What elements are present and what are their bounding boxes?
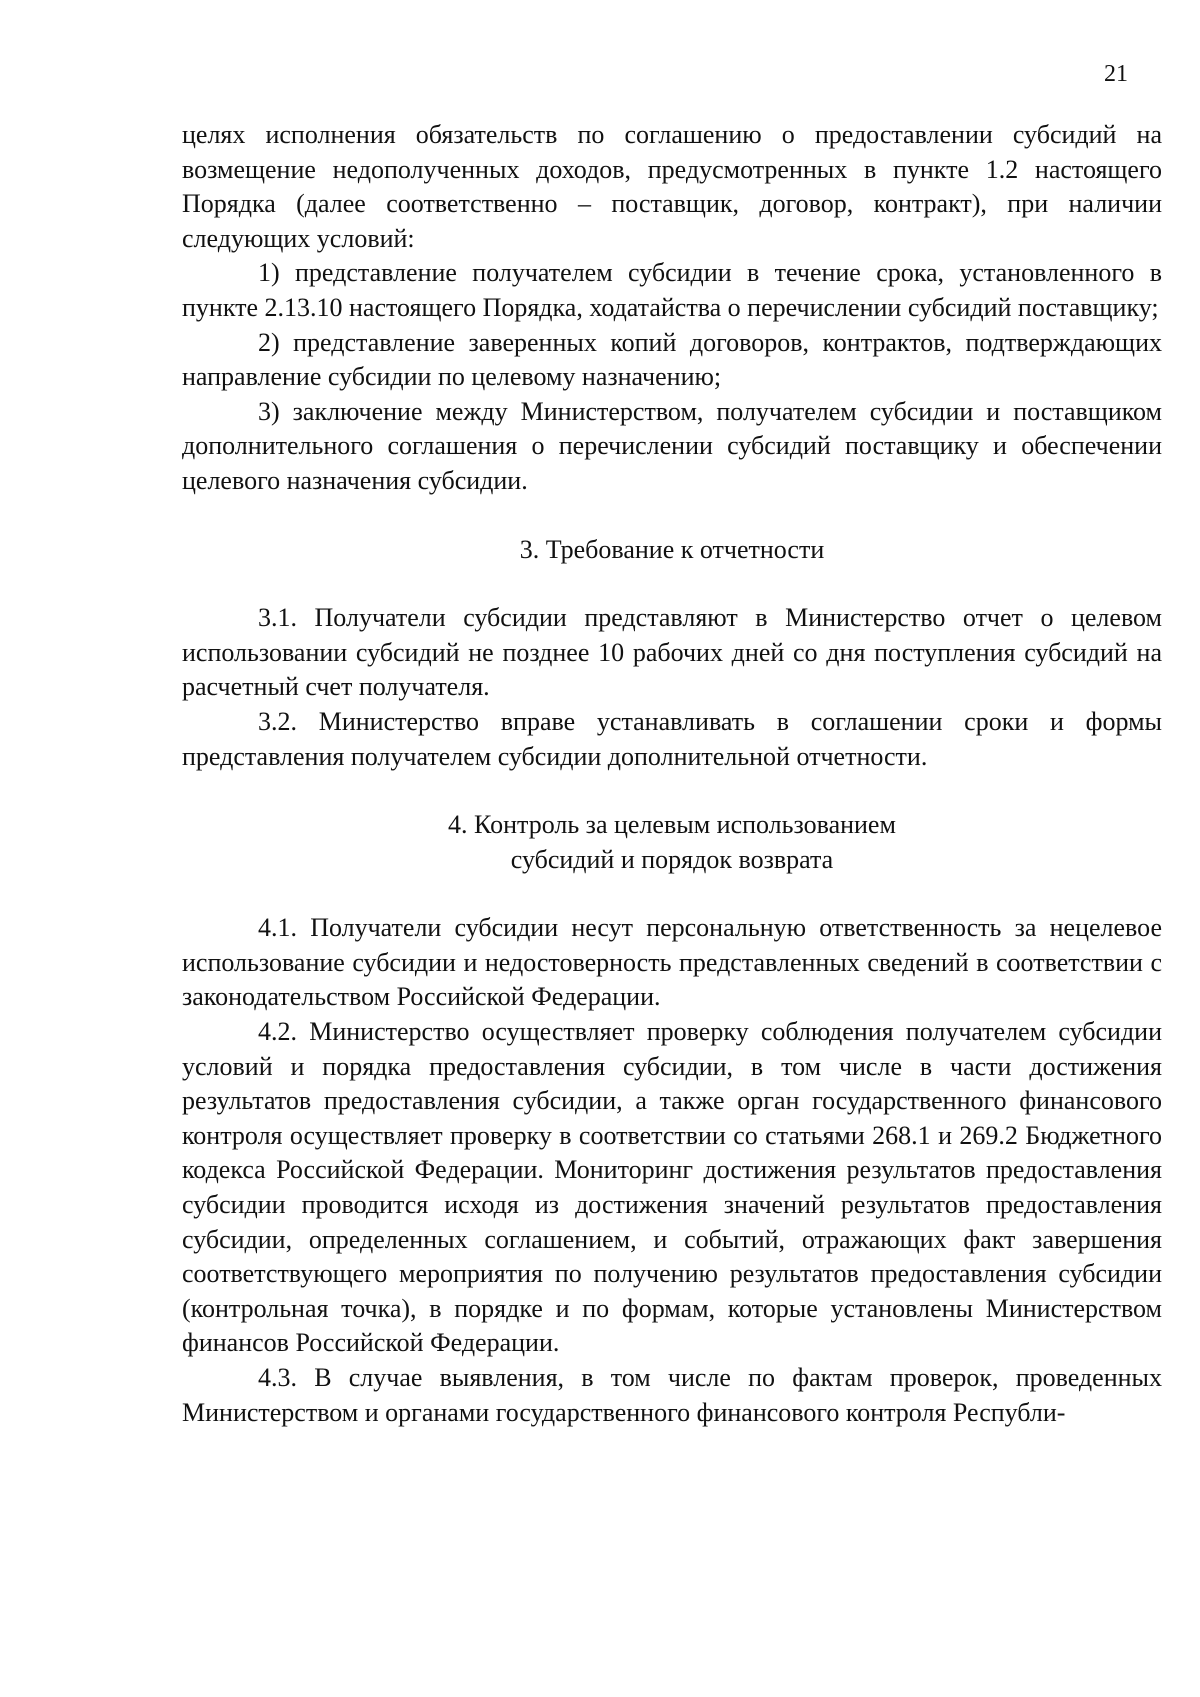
document-body [182, 118, 1162, 1430]
paragraph-4-3: 4.3. В случае выявления, в том числе по фактам проверок, проведенных Министерством и органами государственного финансового контроля Республи- [182, 1363, 1162, 1427]
paragraph-condition-2: 2) представление заверенных копий договоров, контрактов, подтверждающих направление субсидии по целевому назначению; [182, 327, 1162, 392]
section-3-heading: 3. Требование к отчетности [519, 534, 825, 564]
paragraph-condition-3: 3) заключение между Министерством, получателем субсидии и поставщиком дополнительного соглашения о перечислении субсидий поставщику и обеспечении целевого назначения субсидии. [182, 396, 1162, 495]
section-4-heading-line-2: субсидий и порядок возврата [510, 844, 834, 874]
paragraph-4-2: 4.2. Министерство осуществляет проверку соблюдения получателем субсидии условий и порядка предоставления субсидии, в том числе в части достижения результатов предоставления субсидии, а также орган государственного финансового контроля осуществляет проверку в соответствии со статьями 268.1 и 269.2 Бюджетного кодекса Российской Федерации. Мониторинг достижения результатов предоставления субсидии проводится исходя из достижения значений результатов предоставления субсидии, определенных соглашением, и событий, отражающих факт завершения соответствующего мероприятия по получению результатов предоставления субсидии (контрольная точка), в порядке и по формам, которые установлены Министерством финансов Российской Федерации. [182, 1017, 1162, 1358]
paragraph-4-1: 4.1. Получатели субсидии несут персональную ответственность за нецелевое использование субсидии и недостоверность представленных сведений в соответствии с законодательством Российской Федерации. [182, 913, 1162, 1012]
paragraph-continuation: целях исполнения обязательств по соглашению о предоставлении субсидий на возмещение недополученных доходов, предусмотренных в пункте 1.2 настоящего Порядка (далее соответственно – поставщик, договор, контракт), при наличии следующих условий: [182, 120, 1162, 253]
paragraph-3-1: 3.1. Получатели субсидии представляют в Министерство отчет о целевом использовании субсидий не позднее 10 рабочих дней со дня поступления субсидий на расчетный счет получателя. [182, 603, 1162, 702]
page-number: 21 [1104, 61, 1128, 87]
section-4-heading-line-1: 4. Контроль за целевым использованием [448, 810, 896, 840]
paragraph-condition-1: 1) представление получателем субсидии в течение срока, установленного в пункте 2.13.10 настоящего Порядка, ходатайства о перечислении субсидий поставщику; [182, 258, 1162, 322]
paragraph-3-2: 3.2. Министерство вправе устанавливать в соглашении сроки и формы представления получателем субсидии дополнительной отчетности. [182, 706, 1162, 771]
